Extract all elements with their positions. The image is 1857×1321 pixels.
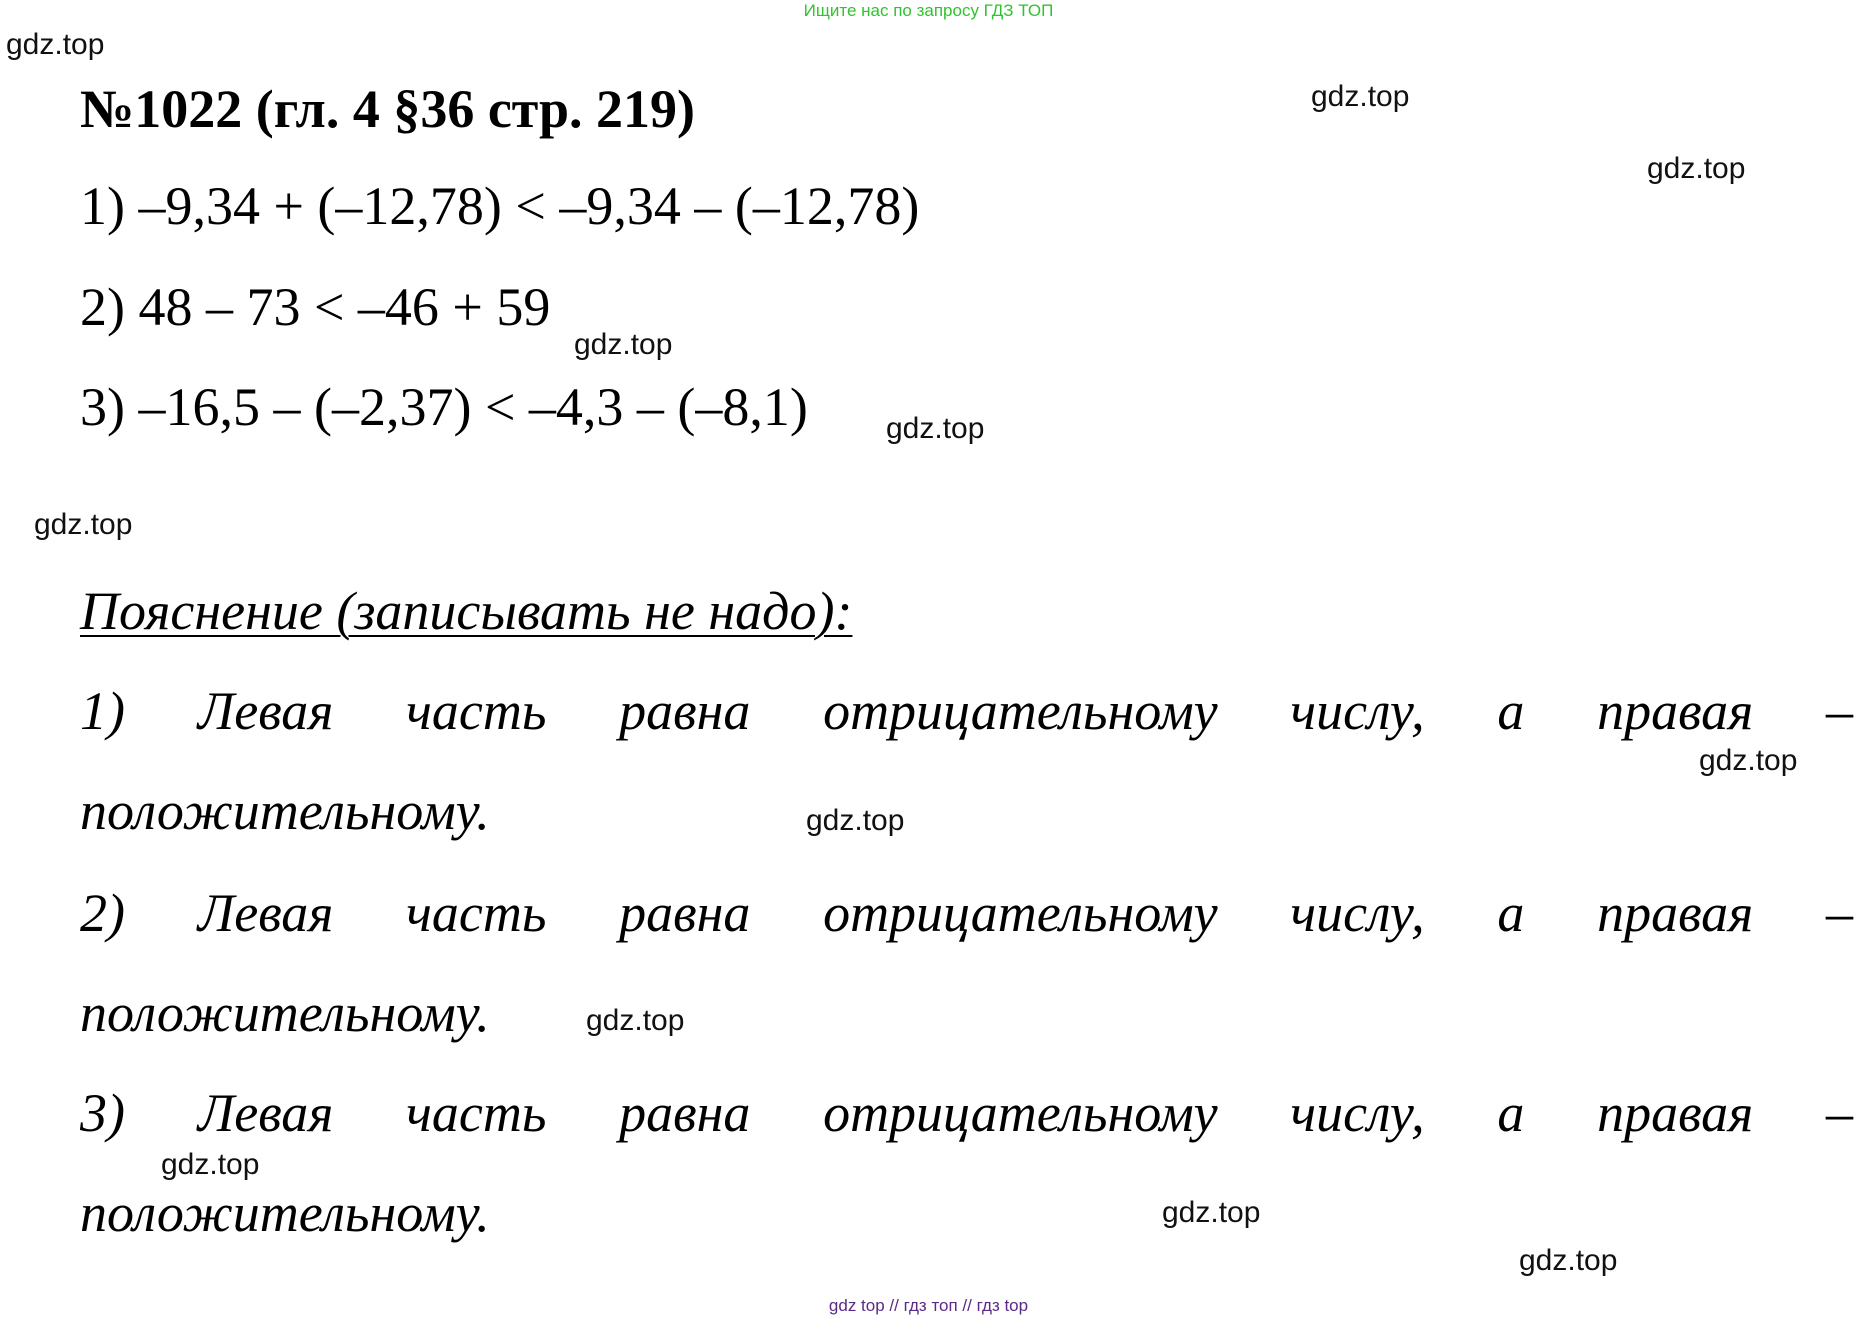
explanation-word: числу, — [1290, 1083, 1425, 1143]
explanation-word: отрицательному — [823, 681, 1218, 741]
explanation-word: числу, — [1290, 883, 1425, 943]
explanation-word: равна — [619, 681, 751, 741]
watermark: gdz.top — [1647, 152, 1746, 185]
explanation-word: часть — [406, 883, 547, 943]
watermark: gdz.top — [1699, 744, 1798, 777]
explanation-word: отрицательному — [823, 883, 1218, 943]
explanation-3-continuation: положительному. — [80, 1183, 490, 1243]
watermark: gdz.top — [1162, 1196, 1261, 1229]
task-title: №1022 (гл. 4 §36 стр. 219) — [80, 79, 695, 139]
watermark: gdz.top — [586, 1004, 685, 1037]
watermark: gdz.top — [1311, 80, 1410, 113]
explanation-word: числу, — [1290, 681, 1425, 741]
explanation-word: часть — [406, 1083, 547, 1143]
explanation-3 — [80, 1082, 1853, 1144]
watermark: gdz.top — [161, 1148, 260, 1181]
explanation-2 — [80, 882, 1853, 944]
explanation-word: Левая — [197, 883, 334, 943]
explanation-word: Левая — [197, 681, 334, 741]
watermark: gdz.top — [6, 28, 105, 61]
explanation-heading: Пояснение (записывать не надо): — [80, 581, 853, 641]
explanation-word: 2) — [80, 883, 125, 943]
footer-watermark: gdz top // гдз топ // гдз top — [828, 1296, 1029, 1315]
watermark: gdz.top — [574, 328, 673, 361]
explanation-word: равна — [619, 1083, 751, 1143]
answer-line-2: 2) 48 – 73 < –46 + 59 — [80, 277, 551, 337]
explanation-word: а — [1497, 681, 1525, 741]
watermark: gdz.top — [806, 804, 905, 837]
watermark: gdz.top — [34, 508, 133, 541]
explanation-word: правая — [1597, 1083, 1754, 1143]
explanation-word: – — [1825, 883, 1853, 943]
explanation-word: – — [1825, 1083, 1853, 1143]
explanation-word: отрицательному — [823, 1083, 1218, 1143]
watermark: gdz.top — [886, 412, 985, 445]
explanation-word: 3) — [80, 1083, 125, 1143]
top-banner: Ищите нас по запросу ГДЗ ТОП — [803, 1, 1054, 20]
watermark: gdz.top — [1519, 1244, 1618, 1277]
explanation-1 — [80, 680, 1853, 742]
explanation-word: правая — [1597, 883, 1754, 943]
explanation-word: 1) — [80, 681, 125, 741]
explanation-word: Левая — [197, 1083, 334, 1143]
explanation-word: часть — [406, 681, 547, 741]
answer-line-1: 1) –9,34 + (–12,78) < –9,34 – (–12,78) — [80, 176, 920, 236]
explanation-2-continuation: положительному. — [80, 983, 490, 1043]
explanation-1-continuation: положительному. — [80, 781, 490, 841]
explanation-word: а — [1497, 1083, 1525, 1143]
explanation-word: правая — [1597, 681, 1754, 741]
explanation-word: равна — [619, 883, 751, 943]
answer-line-3: 3) –16,5 – (–2,37) < –4,3 – (–8,1) — [80, 377, 808, 437]
explanation-word: – — [1825, 681, 1853, 741]
explanation-word: а — [1497, 883, 1525, 943]
